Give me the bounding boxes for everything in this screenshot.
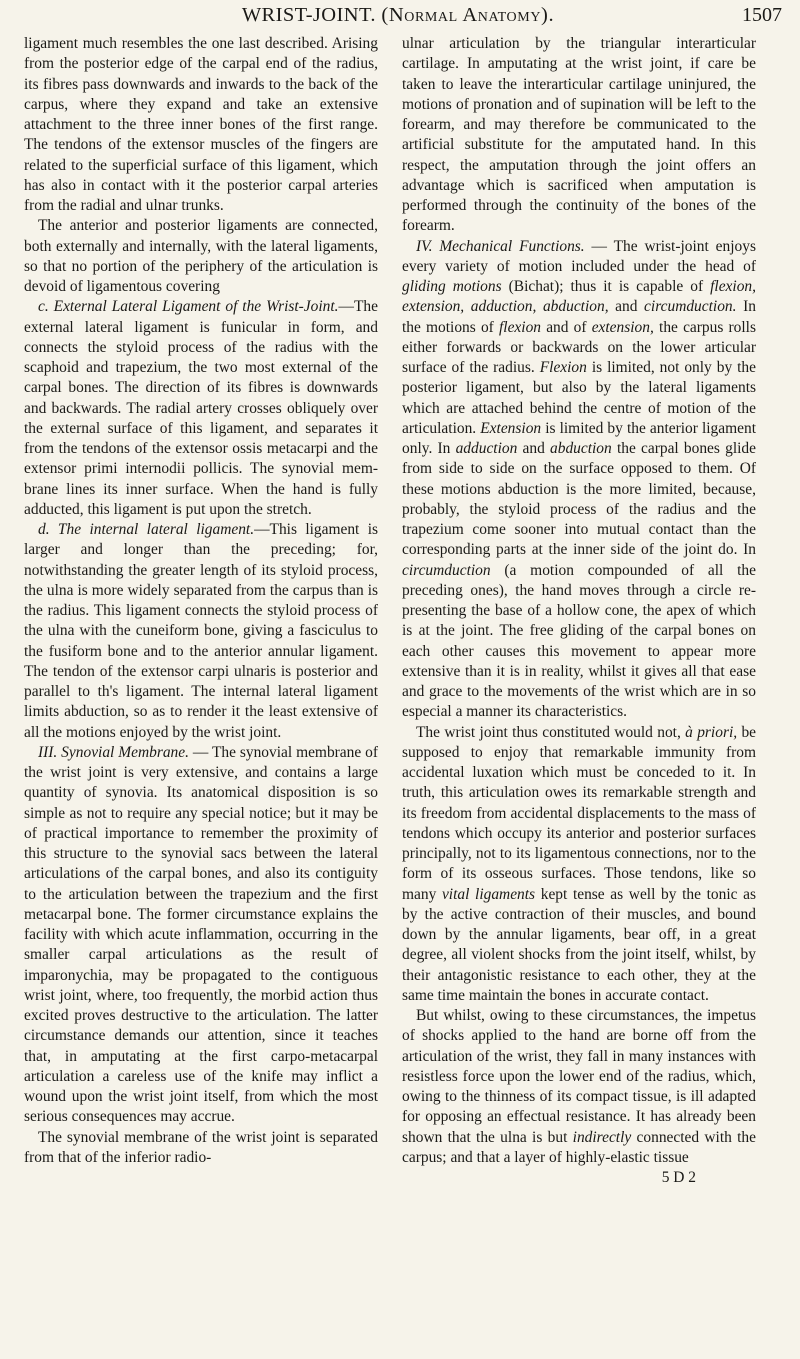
section-heading-synovial-membrane: III. Synovial Membrane.	[38, 743, 189, 761]
paragraph-external-lateral-ligament: c. External Lateral Ligament of the Wrist-Joint.—The external lateral ligament is funicular in form, and connects the styloid process of the radius with the scaphoid and trapezium, the two most external of the carpal bones. The direction of its fibres is downwards and backwards. The radial artery crosses obliquely over the external surface of this ligament, and separates it from the tendons of the extensor ossis metacarpi and the extensor primi internodii pollicis. The synovial membrane lines its inner surface. When the hand is fully adducted, this ligament is put upon the stretch.	[24, 298, 378, 518]
paragraph-mechanical-functions: IV. Mechanical Functions. — The wrist-joint enjoys every variety of motion included under the head of gliding motions (Bichat); thus it is capable of flexion, extension, adduction, abduction, and circumduction. In the motions of flexion and of extension, the carpus rolls either forwards or backwards on the lower articular surface of the radius. Flexion is limited, not only by the posterior ligament, but also by the lateral ligaments which are attached behind the centre of motion of the articulation. Extension is limited by the anterior ligament only. In adduction and abduction the carpal bones glide from side to side on the surface opposed to them. Of these motions abduction is the more limited, because, probably, the styloid process of the radius and the trapezium come sooner into mutual contact than the corresponding parts at the inner side of the joint do. In circumduction (a motion compounded of all the preceding ones), the hand moves through a circle representing the base of a hollow cone, the apex of which is at the joint. The free gliding of the carpal bones on each other causes this movement to appear more extensive than it is in reality, whilst it gives all that ease and grace to the movements of the wrist which are in so especial a manner its characteristics.	[402, 237, 756, 721]
section-heading-mechanical-functions: IV. Mechanical Functions.	[416, 237, 585, 255]
section-heading-external-lateral: c. External Lateral Ligament of the Wrist-Joint.	[38, 298, 339, 316]
page-number: 1507	[742, 4, 782, 26]
paragraph-internal-lateral-ligament: d. The internal lateral ligament.—This ligament is larger and longer than the preceding; for, notwithstanding the greater length of its styloid process, the ulna is more widely separated from the carpus than is the radius. This ligament connects the styloid process of the ulna with the cuneiform bone, giving a fasciculus to the fusiform bone and to the anterior annular ligament. The tendon of the extensor carpi ulnaris is posterior and parallel to th's ligament. The internal lateral ligament limits abduction, so as to render it the least extensive of all the motions enjoyed by the wrist joint.	[24, 521, 378, 741]
paragraph-radio-ulnar-continued: ulnar articulation by the triangular interarticular cartilage. In amputating at the wrist joint, if care be taken to leave the interarticular cartilage uninjured, the motions of pronation and of supination will be left to the forearm, and may therefore be communicated to the artificial substitute for the amputated hand. In this respect, the amputation through the joint offers an advantage which is sacrificed when amputation is performed through the continuity of the bones of the forearm.	[402, 35, 756, 235]
signature-mark: 5 D 2	[661, 1169, 696, 1186]
paragraph-shocks-radius: But whilst, owing to these circumstances, the impetus of shocks applied to the hand are borne off from the articulation of the wrist, they fall in many instances with resistless force upon the lower end of the radius, which, owing to the thinness of its compact tissue, is ill adapted for opposing an effectual resistance. It has already been shown that the ulna is but indirectly connected with the carpus; and that a layer of highly-elastic tissue	[402, 1007, 756, 1166]
section-heading-internal-lateral: d. The internal lateral ligament.	[38, 521, 255, 538]
right-column	[402, 34, 756, 1346]
page-header	[14, 0, 782, 30]
left-column	[24, 34, 378, 1346]
paragraph-immunity-from-luxation: The wrist joint thus constituted would not, à priori, be supposed to enjoy that remarkable immunity from accidental luxation which must be conceded to it. In truth, this articulation owes its remarkable strength and its freedom from accidental displacements to the mass of tendons which occupy its anterior and posterior surfaces principally, not to its ligamentous connections, nor to the form of its osseous surfaces. Those tendons, like so many vital ligaments kept tense as well by the tonic as by the active contraction of their muscles, and bound down by the annular ligaments, bear off, in a great degree, all violent shocks from the joint itself, whilst, by their antagonistic resistance to each other, they at the same time maintain the bones in accurate contact.	[402, 723, 756, 1004]
running-title-main: WRIST-JOINT.	[241, 4, 376, 26]
paragraph-synovial-separation: The synovial membrane of the wrist joint is separated from that of the inferior radio-	[24, 1128, 378, 1166]
paragraph-ligament-continued: ligament much resembles the one last described. Arising from the posterior edge of the carpal end of the radius, its fibres pass downwards and inwards to the back of the carpus, where they expand and take an extensive attachment to the three inner bones of the first range. The tendons of the extensor muscles of the fingers are related to the superficial surface of this ligament, which has also in contact with it the posterior carpal arteries from the radial and ulnar trunks.	[24, 35, 378, 214]
paragraph-ligament-connections: The anterior and posterior ligaments are connected, both externally and internally, with the lateral ligaments, so that no portion of the periphery of the articulation is devoid of ligamentous covering	[24, 217, 378, 295]
paragraph-synovial-membrane: III. Synovial Membrane. — The synovial membrane of the wrist joint is very extensive, and contains a large quantity of synovia. Its anatomical disposition is so simple as not to require any special notice; but it may be of practical importance to remember the proximity of this structure to the synovial sacs between the lateral articulations of the carpal bones, and also its contiguity to the articulation between the trapezium and the first metacarpal bone. The former circumstance explains the facility with which acute inflammation, occurring in the smaller carpal articulations as the result of imparonychia, may be propagated to the contiguous wrist joint, where, too frequently, the morbid action thus excited proves destructive to the articulation. The latter circumstance demands our attention, since it teaches that, in amputating at the first carpo-metacarpal articulation a careless use of the knife may inflict a wound upon the wrist joint itself, from which the most serious consequences may accrue.	[24, 743, 378, 1126]
running-title-section: (Normal Anatomy).	[381, 4, 555, 26]
text-columns	[24, 34, 784, 1346]
running-title	[14, 4, 782, 27]
